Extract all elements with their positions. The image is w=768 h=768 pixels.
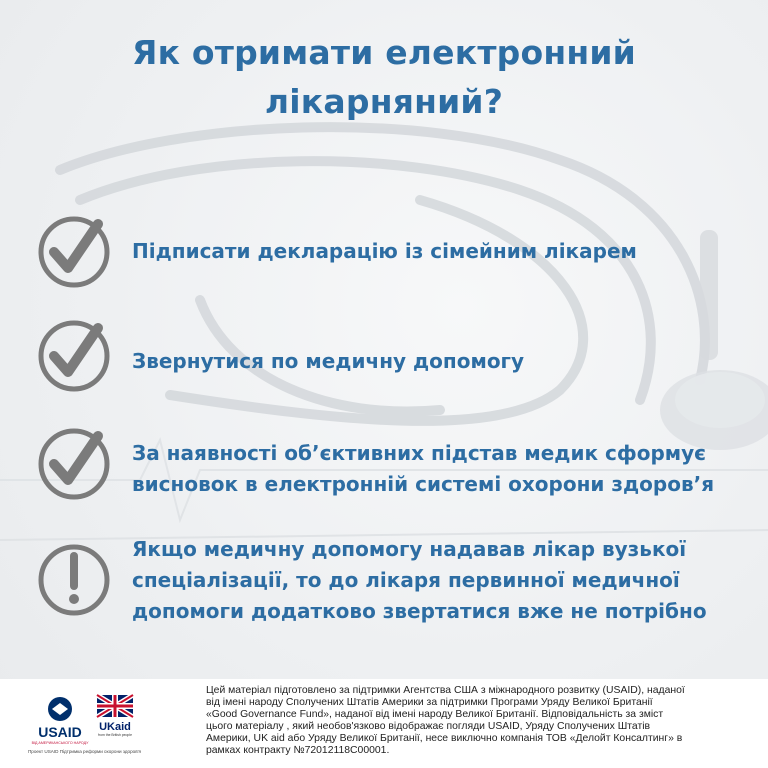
- check-circle-icon: [36, 426, 112, 502]
- usaid-tagline: ВІД АМЕРИКАНСЬКОГО НАРОДУ: [31, 741, 89, 745]
- ukaid-logo: [94, 693, 136, 743]
- title-line-1: Як отримати електронний: [131, 33, 636, 72]
- disclaimer-text: Цей матеріал підготовлено за підтримки Агентства США з міжнародного розвитку (USAID), наданої від імені народу Сполучених Штатів Америки за підтримки Програми Уряду Великої Британії «Good Governance Fund», наданої від імені народу Великої Британії. Відповідальність за зміст цього матеріалу , який необов'язково відображає погляди USAID, Уряду Сполучених Штатів Америки, UK aid або Уряду Великої Британії, несе виключно компанія ТОВ «Делойт Консалтинг» в рамках контракту №72012118С00001.: [206, 685, 685, 756]
- ukaid-tagline: from the British people: [98, 733, 132, 737]
- title-line-2: лікарняний?: [264, 82, 504, 121]
- list-item-text: Звернутися по медичну допомогу: [132, 349, 525, 373]
- usaid-logo: [30, 693, 90, 753]
- list-item: [36, 422, 756, 512]
- list-item-text: За наявності об’єктивних підстав медик сформує висновок в електронній системі охорони здоров’я: [132, 441, 715, 496]
- usaid-wordmark: USAID: [38, 724, 82, 740]
- list-item-text: Якщо медичну допомогу надавав лікар вузької спеціалізації, то до лікаря первинної медичної допомоги додатково звертатися вже не потрібно: [132, 537, 707, 623]
- page-title: [0, 28, 768, 126]
- list-item-text: Підписати декларацію із сімейним лікарем: [132, 239, 637, 263]
- check-circle-icon: [36, 318, 112, 394]
- list-item: [36, 534, 756, 634]
- list-item: [36, 316, 756, 396]
- exclamation-circle-icon: [36, 542, 112, 618]
- footer: [0, 679, 768, 768]
- ukaid-wordmark: UKaid: [99, 721, 131, 733]
- list-item: [36, 212, 756, 292]
- usaid-project-caption: Проект USAID Підтримка реформи охорони здоров'я: [28, 749, 141, 754]
- check-circle-icon: [36, 214, 112, 290]
